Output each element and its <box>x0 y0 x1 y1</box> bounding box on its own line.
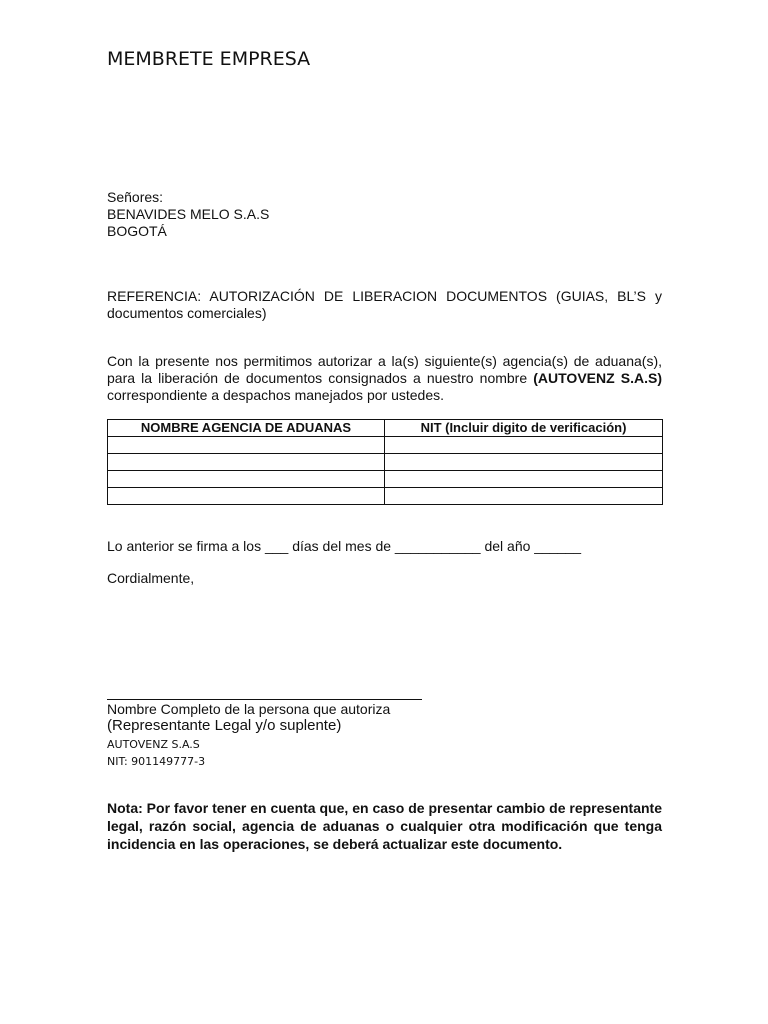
intro-end-text: correspondiente a despachos manejados por ustedes. <box>107 387 444 403</box>
intro-company-name: (AUTOVENZ S.A.S) <box>533 370 662 386</box>
intro-paragraph <box>107 353 662 404</box>
recipient-salutation: Señores: <box>107 189 164 205</box>
table-cell-nit[interactable] <box>385 471 663 488</box>
signer-nit: NIT: 901149777-3 <box>107 755 206 768</box>
recipient-company: BENAVIDES MELO S.A.S <box>107 206 270 222</box>
agencies-table <box>107 419 663 505</box>
letterhead-title: MEMBRETE EMPRESA <box>107 48 311 70</box>
recipient-block <box>107 189 662 240</box>
signing-date-line: Lo anterior se firma a los ___ días del mes de ___________ del año ______ <box>107 538 582 554</box>
table-cell-agency-name[interactable] <box>108 437 385 454</box>
signer-name-label: Nombre Completo de la persona que autoriza <box>107 701 391 717</box>
table-row <box>108 454 663 471</box>
table-cell-agency-name[interactable] <box>108 488 385 505</box>
closing-salutation: Cordialmente, <box>107 570 195 586</box>
table-cell-nit[interactable] <box>385 437 663 454</box>
recipient-city: BOGOTÁ <box>107 223 167 239</box>
table-row <box>108 488 663 505</box>
signature-line <box>107 699 422 700</box>
table-cell-nit[interactable] <box>385 454 663 471</box>
intro-text: Con la presente nos permitimos autorizar a la(s) siguiente(s) agencia(s) de aduana(s), para la liberación de documentos consignados a nuestro nombre <box>107 353 662 386</box>
table-cell-nit[interactable] <box>385 488 663 505</box>
table-row <box>108 437 663 454</box>
table-row <box>108 471 663 488</box>
note-paragraph: Nota: Por favor tener en cuenta que, en caso de presentar cambio de representante legal, razón social, agencia de aduanas o cualquier otra modificación que tenga incidencia en las operaciones, se deberá actualizar este documento. <box>107 800 662 852</box>
signer-role: (Representante Legal y/o suplente) <box>107 717 342 734</box>
column-header-nit: NIT (Incluir digito de verificación) <box>385 420 663 437</box>
table-cell-agency-name[interactable] <box>108 471 385 488</box>
column-header-agency-name: NOMBRE AGENCIA DE ADUANAS <box>108 420 385 437</box>
table-header-row <box>108 420 663 437</box>
reference-line: REFERENCIA: AUTORIZACIÓN DE LIBERACION DOCUMENTOS (GUIAS, BL’S y documentos comerciales) <box>107 288 662 321</box>
table-cell-agency-name[interactable] <box>108 454 385 471</box>
signer-company: AUTOVENZ S.A.S <box>107 738 200 751</box>
